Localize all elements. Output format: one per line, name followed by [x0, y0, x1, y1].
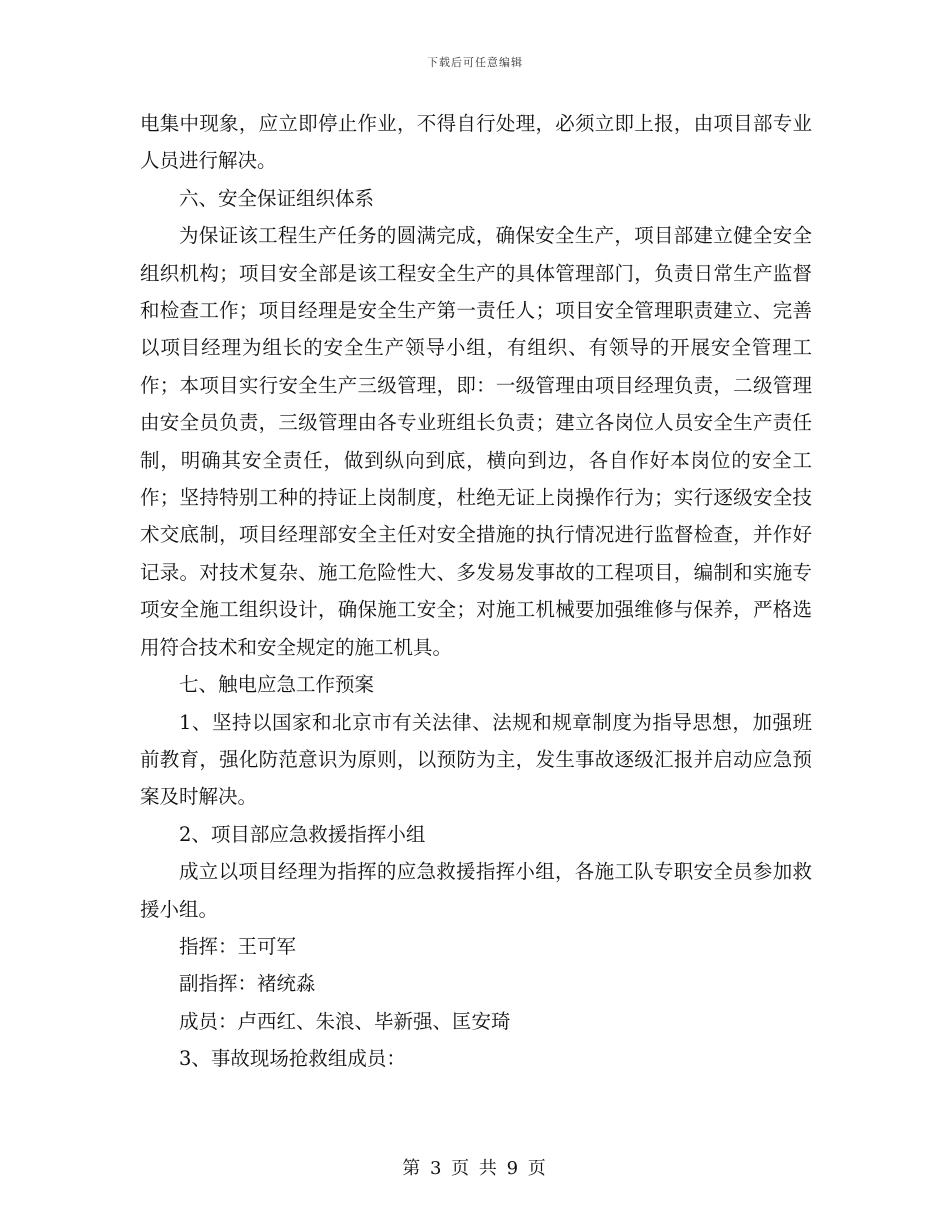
paragraph-commander: 指挥：王可军: [179, 934, 297, 958]
paragraph-safety-organization: 为保证该工程生产任务的圆满完成，确保安全生产，项目部建立健全安全组织机构；项目安全部是该工程安全生产的具体管理部门，负责日常生产监督和检查工作；项目经理是安全生产第一责任人；项目安全管理职责建立、完善以项目经理为组长的安全生产领导小组，有组织、有领导的开展安全管理工作；本项目实行安全生产三级管理，即：一级管理由项目经理负责，二级管理由安全员负责，三级管理由各专业班组长负责；建立各岗位人员安全生产责任制，明确其安全责任，做到纵向到底，横向到边，各自作好本岗位的安全工作；坚持特别工种的持证上岗制度，杜绝无证上岗操作行为；实行逐级安全技术交底制，项目经理部安全主任对安全措施的执行情况进行监督检查，并作好记录。对技术复杂、施工危险性大、多发易发事故的工程项目，编制和实施专项安全施工组织设计，确保施工安全；对施工机械要加强维修与保养，严格选用符合技术和安全规定的施工机具。: [140, 224, 812, 659]
paragraph-item-2: 2、项目部应急救援指挥小组: [179, 822, 426, 846]
paragraph-item-3: 3、事故现场抢救组成员：: [179, 1047, 406, 1071]
paragraph-continuation: 电集中现象，应立即停止作业，不得自行处理，必须立即上报，由项目部专业人员进行解决。: [140, 112, 812, 173]
section-heading-7: 七、触电应急工作预案: [179, 673, 375, 697]
document-body: [140, 105, 812, 1078]
page-number: 第 3 页 共 9 页: [402, 1158, 548, 1179]
header-note: 下载后可任意编辑: [427, 56, 523, 69]
paragraph-item-1: 1、坚持以国家和北京市有关法律、法规和规章制度为指导思想，加强班前教育，强化防范意识为原则，以预防为主，发生事故逐级汇报并启动应急预案及时解决。: [140, 710, 812, 809]
paragraph-deputy-commander: 副指挥：褚统淼: [179, 972, 316, 996]
section-heading-6: 六、安全保证组织体系: [179, 186, 375, 210]
paragraph-members: 成员：卢西红、朱浪、毕新强、匡安琦: [179, 1009, 511, 1033]
paragraph-rescue-group: 成立以项目经理为指挥的应急救援指挥小组，各施工队专职安全员参加救援小组。: [140, 860, 812, 921]
